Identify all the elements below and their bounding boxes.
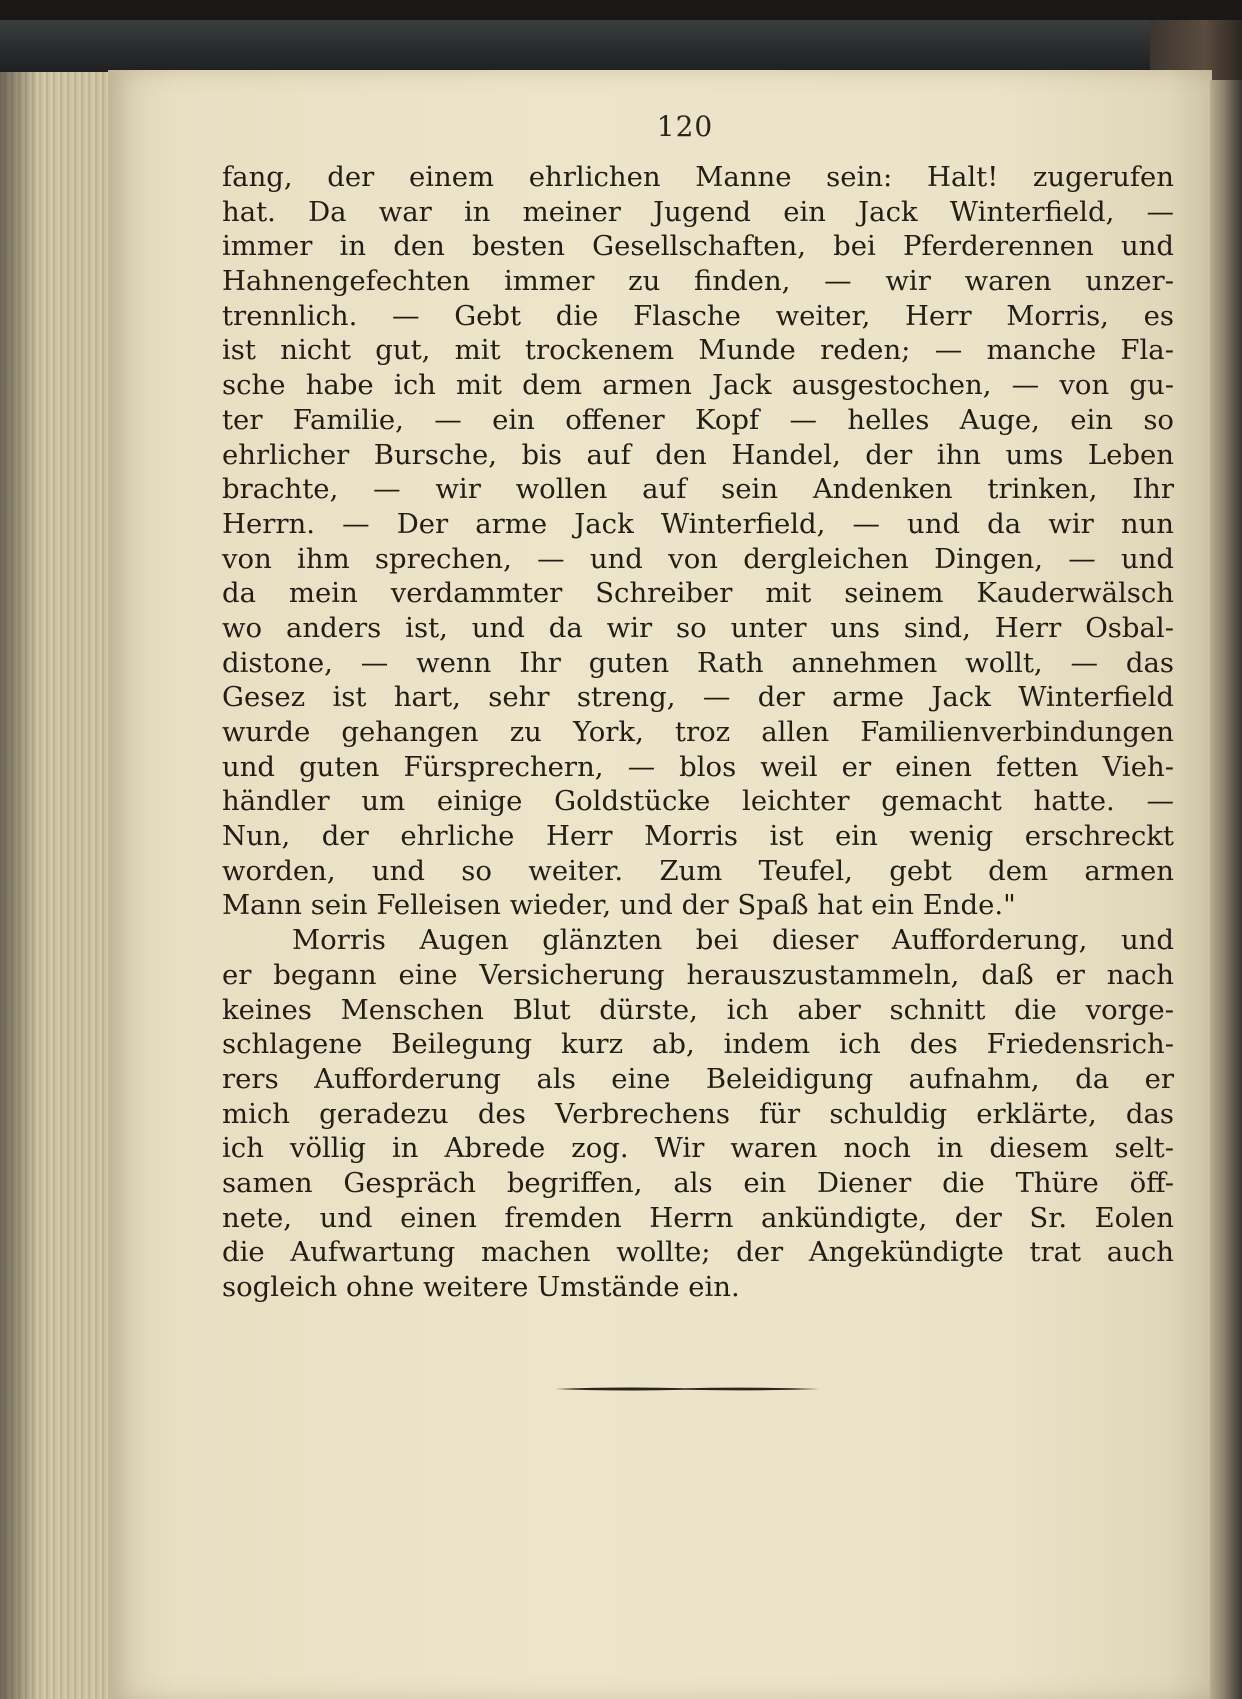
text-line: brachte, — wir wollen auf sein Andenken trinken, Ihr xyxy=(222,473,1174,506)
text-line: Nun, der ehrliche Herr Morris ist ein wenig erschreckt xyxy=(222,820,1174,853)
text-line: worden, und so weiter. Zum Teufel, gebt dem armen xyxy=(222,854,1174,887)
text-line: ehrlicher Bursche, bis auf den Handel, der ihn ums Leben xyxy=(222,438,1174,471)
text-line: Herrn. — Der arme Jack Winterfield, — und da wir nun xyxy=(222,507,1174,540)
page-text xyxy=(222,160,1174,1305)
text-line: nete, und einen fremden Herrn ankündigte, der Sr. Eolen xyxy=(222,1201,1174,1234)
text-line: Gesez ist hart, sehr streng, — der arme Jack Winterfield xyxy=(222,681,1174,714)
text-line: hat. Da war in meiner Jugend ein Jack Winterfield, — xyxy=(222,195,1174,228)
text-line: immer in den besten Gesellschaften, bei Pferderennen und xyxy=(222,230,1174,263)
text-line: Hahnengefechten immer zu finden, — wir waren unzer- xyxy=(222,265,1174,298)
text-line: ter Familie, — ein offener Kopf — helles Auge, ein so xyxy=(222,403,1174,436)
text-line: ist nicht gut, mit trockenem Munde reden; — manche Fla- xyxy=(222,334,1174,367)
page-number: 120 xyxy=(656,110,714,143)
text-line: samen Gespräch begriffen, als ein Diener die Thüre öff- xyxy=(222,1166,1174,1199)
text-line: trennlich. — Gebt die Flasche weiter, Herr Morris, es xyxy=(222,299,1174,332)
paragraph-2 xyxy=(222,923,1174,1305)
text-line: ich völlig in Abrede zog. Wir waren noch in diesem selt- xyxy=(222,1132,1174,1165)
text-line: rers Aufforderung als eine Beleidigung aufnahm, da er xyxy=(222,1062,1174,1095)
text-line: sogleich ohne weitere Umstände ein. xyxy=(222,1271,740,1303)
text-line: da mein verdammter Schreiber mit seinem Kauderwälsch xyxy=(222,577,1174,610)
text-line: die Aufwartung machen wollte; der Angekündigte trat auch xyxy=(222,1236,1174,1269)
text-line: Mann sein Felleisen wieder, und der Spaß hat ein Ende." xyxy=(222,889,1016,922)
text-line: er begann eine Versicherung herauszustammeln, daß er nach xyxy=(222,958,1174,991)
text-line: sche habe ich mit dem armen Jack ausgestochen, — von gu- xyxy=(222,369,1174,402)
text-line: schlagene Beilegung kurz ab, indem ich des Friedensrich- xyxy=(222,1028,1174,1061)
text-line: händler um einige Goldstücke leichter gemacht hatte. — xyxy=(222,785,1174,818)
text-line: fang, der einem ehrlichen Manne sein: Halt! zugerufen xyxy=(222,161,1174,193)
text-line: distone, — wenn Ihr guten Rath annehmen wollt, — das xyxy=(222,646,1174,679)
text-line: Morris Augen glänzten bei dieser Aufforderung, und xyxy=(292,924,1174,957)
text-line: wo anders ist, und da wir so unter uns sind, Herr Osbal- xyxy=(222,611,1174,644)
page-stack-shadow xyxy=(0,72,40,1699)
text-line: keines Menschen Blut dürste, ich aber schnitt die vorge- xyxy=(222,993,1174,1026)
text-line: wurde gehangen zu York, troz allen Familienverbindungen xyxy=(222,716,1174,748)
text-line: mich geradezu des Verbrechens für schuldig erklärte, das xyxy=(222,1097,1174,1130)
paragraph-1 xyxy=(222,160,1174,923)
page-right-edge xyxy=(1210,80,1242,1699)
text-line: von ihm sprechen, — und von dergleichen Dingen, — und xyxy=(222,542,1174,575)
text-line: und guten Fürsprechern, — blos weil er einen fetten Vieh- xyxy=(222,750,1174,783)
section-divider xyxy=(555,1386,820,1392)
